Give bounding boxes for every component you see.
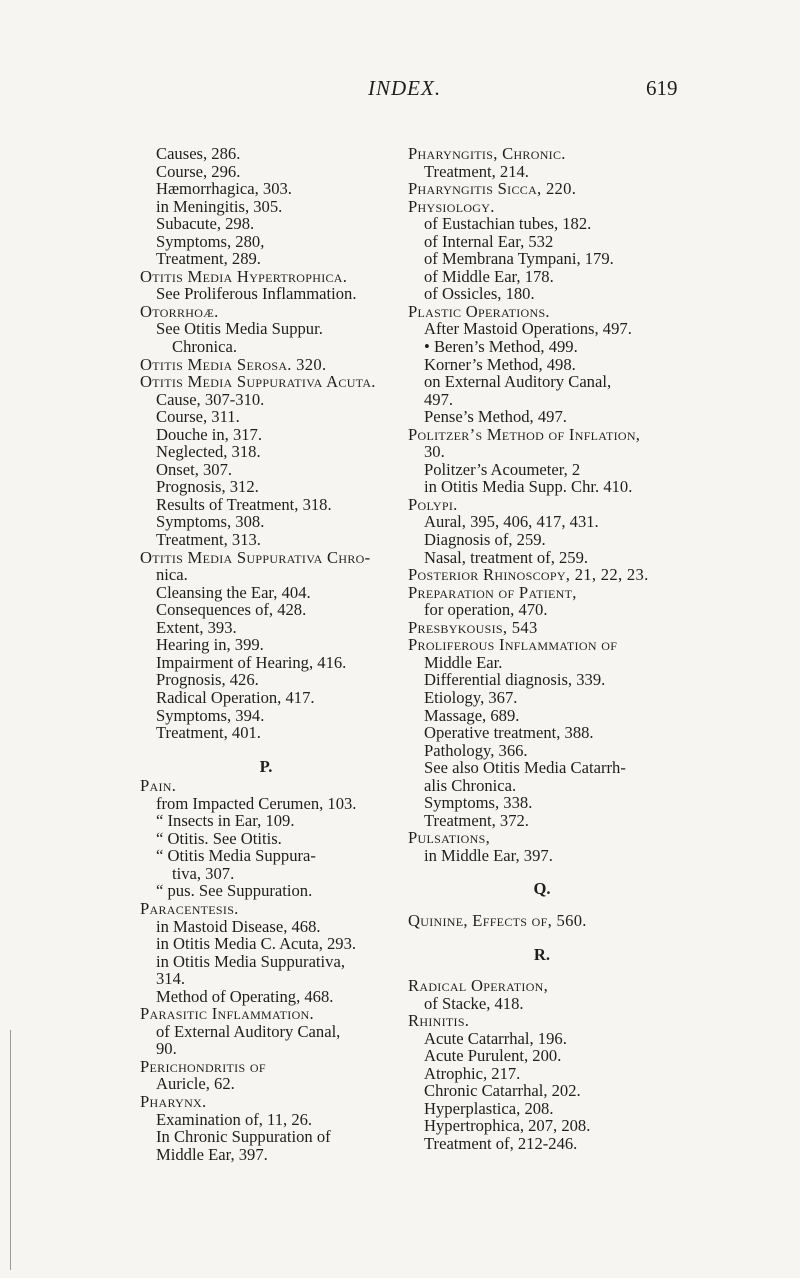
index-heading: Pharyngitis Sicca, 220.: [408, 179, 577, 199]
index-subentry: Diagnosis of, 259.: [424, 530, 546, 550]
index-heading: Physiology.: [408, 196, 495, 216]
index-subentry: In Chronic Suppuration of: [156, 1127, 331, 1147]
index-heading: Quinine, Effects of, 560.: [408, 910, 587, 930]
index-subentry: Hearing in, 399.: [156, 635, 264, 655]
index-subentry: Douche in, 317.: [156, 424, 262, 444]
index-heading: Proliferous Inflammation of: [408, 635, 618, 655]
index-subentry: Treatment, 289.: [156, 249, 261, 269]
index-subentry: Pathology, 366.: [424, 740, 528, 760]
index-subentry: Middle Ear, 397.: [156, 1144, 268, 1164]
index-subentry: Hyperplastica, 208.: [424, 1098, 554, 1118]
index-subentry: Acute Catarrhal, 196.: [424, 1028, 567, 1048]
index-subentry: Middle Ear.: [424, 652, 503, 672]
index-subentry: Prognosis, 426.: [156, 670, 259, 690]
index-heading: Pharyngitis, Chronic.: [408, 144, 566, 163]
index-subentry: of External Auditory Canal,: [156, 1021, 341, 1041]
index-subentry: Treatment of, 212-246.: [424, 1133, 578, 1153]
index-heading: Pulsations,: [408, 828, 491, 848]
index-subentry: in Otitis Media C. Acuta, 293.: [156, 934, 357, 954]
index-subentry: alis Chronica.: [424, 775, 517, 795]
index-subentry: Aural, 395, 406, 417, 431.: [424, 512, 599, 532]
index-continuation: Chronica.: [172, 337, 237, 357]
page-header: [0, 76, 800, 106]
index-subentry: Radical Operation, 417.: [156, 687, 315, 707]
index-subentry: See Proliferous Inflammation.: [156, 284, 357, 304]
index-subentry: Politzer’s Acoumeter, 2: [424, 459, 581, 479]
index-subentry: of Middle Ear, 178.: [424, 266, 554, 286]
section-letter: Q.: [533, 879, 551, 899]
index-subentry: “ Otitis. See Otitis.: [156, 828, 282, 848]
index-subentry: Treatment, 313.: [156, 530, 261, 550]
index-subentry: from Impacted Cerumen, 103.: [156, 793, 357, 813]
index-subentry: Chronic Catarrhal, 202.: [424, 1081, 581, 1101]
index-subentry: Course, 296.: [156, 161, 241, 181]
index-heading: Otitis Media Hypertrophica.: [140, 266, 348, 286]
index-heading: Plastic Operations.: [408, 301, 550, 321]
index-subentry: of Ossicles, 180.: [424, 284, 535, 304]
index-subentry: 30.: [424, 442, 445, 462]
index-subentry: See also Otitis Media Catarrh-: [424, 758, 626, 778]
index-subentry: nica.: [156, 565, 188, 585]
index-heading: Otitis Media Suppurativa Chro-: [140, 547, 371, 567]
index-heading: Pharynx.: [140, 1091, 207, 1111]
index-subentry: Neglected, 318.: [156, 442, 261, 462]
index-subentry: in Otitis Media Supp. Chr. 410.: [424, 477, 633, 497]
index-subentry: Cleansing the Ear, 404.: [156, 582, 311, 602]
index-subentry: Prognosis, 312.: [156, 477, 259, 497]
index-subentry: 497.: [424, 389, 454, 409]
margin-rule: [10, 1030, 11, 1270]
index-heading: Preparation of Patient,: [408, 582, 577, 602]
index-subentry: in Middle Ear, 397.: [424, 845, 553, 865]
index-heading: Rhinitis.: [408, 1011, 470, 1031]
index-subentry: “ Insects in Ear, 109.: [156, 811, 295, 831]
index-heading: Paracentesis.: [140, 898, 239, 918]
index-subentry: Korner’s Method, 498.: [424, 354, 576, 374]
index-subentry: Auricle, 62.: [156, 1074, 235, 1094]
section-letter: P.: [259, 756, 273, 776]
index-heading: Pain.: [140, 776, 177, 796]
index-subentry: Nasal, treatment of, 259.: [424, 547, 589, 567]
page-number: 619: [646, 76, 678, 100]
index-continuation: tiva, 307.: [172, 863, 235, 883]
index-subentry: Acute Purulent, 200.: [424, 1046, 562, 1066]
index-column-right: [408, 145, 676, 1153]
index-subentry: Differential diagnosis, 339.: [424, 670, 606, 690]
index-subentry: for operation, 470.: [424, 600, 548, 620]
index-subentry: Impairment of Hearing, 416.: [156, 652, 347, 672]
index-heading: Politzer’s Method of Inflation,: [408, 424, 641, 444]
page-title: INDEX.: [368, 76, 442, 100]
index-subentry: “ pus. See Suppuration.: [156, 881, 313, 901]
index-subentry: in Otitis Media Suppurativa,: [156, 951, 345, 971]
index-heading: Parasitic Inflammation.: [140, 1004, 314, 1024]
index-subentry: Massage, 689.: [424, 705, 520, 725]
index-subentry: See Otitis Media Suppur.: [156, 319, 323, 339]
section-letter: R.: [533, 944, 551, 964]
index-subentry: Symptoms, 308.: [156, 512, 265, 532]
index-subentry: Atrophic, 217.: [424, 1063, 521, 1083]
index-subentry: Examination of, 11, 26.: [156, 1109, 313, 1129]
index-subentry: Consequences of, 428.: [156, 600, 307, 620]
index-subentry: Treatment, 372.: [424, 810, 529, 830]
index-heading: Polypi.: [408, 494, 458, 514]
index-subentry: in Mastoid Disease, 468.: [156, 916, 321, 936]
index-subentry: Symptoms, 338.: [424, 793, 533, 813]
index-subentry: Symptoms, 394.: [156, 705, 265, 725]
index-subentry: Etiology, 367.: [424, 687, 518, 707]
index-subentry: Pense’s Method, 497.: [424, 407, 567, 427]
index-subentry: on External Auditory Canal,: [424, 372, 612, 392]
index-column-left: [140, 145, 392, 1163]
index-subentry: Onset, 307.: [156, 459, 233, 479]
index-heading: Presbykousis, 543: [408, 617, 538, 637]
index-subentry: Subacute, 298.: [156, 214, 255, 234]
index-heading: Perichondritis of: [140, 1056, 266, 1076]
index-subentry: Hypertrophica, 207, 208.: [424, 1116, 591, 1136]
index-subentry: Cause, 307-310.: [156, 389, 265, 409]
index-subentry: Operative treatment, 388.: [424, 723, 594, 743]
index-subentry: in Meningitis, 305.: [156, 196, 283, 216]
index-subentry: 314.: [156, 969, 186, 989]
index-heading: Otitis Media Suppurativa Acuta.: [140, 372, 376, 392]
index-subentry: Treatment, 401.: [156, 723, 261, 743]
index-subentry: of Internal Ear, 532: [424, 231, 554, 251]
index-subentry: After Mastoid Operations, 497.: [424, 319, 632, 339]
index-subentry: of Stacke, 418.: [424, 993, 524, 1013]
index-heading: Otitis Media Serosa. 320.: [140, 354, 327, 374]
index-subentry: 90.: [156, 1039, 177, 1059]
index-subentry: Treatment, 214.: [424, 161, 529, 181]
index-subentry: “ Otitis Media Suppura-: [156, 846, 316, 866]
index-subentry: Causes, 286.: [156, 144, 241, 163]
index-subentry: • Beren’s Method, 499.: [424, 337, 578, 357]
index-heading: Posterior Rhinoscopy, 21, 22, 23.: [408, 565, 649, 585]
index-subentry: of Membrana Tympani, 179.: [424, 249, 614, 269]
index-subentry: Hæmorrhagica, 303.: [156, 179, 292, 199]
index-subentry: Results of Treatment, 318.: [156, 494, 332, 514]
index-subentry: Symptoms, 280,: [156, 231, 265, 251]
index-subentry: of Eustachian tubes, 182.: [424, 214, 592, 234]
index-subentry: Method of Operating, 468.: [156, 986, 334, 1006]
index-heading: Radical Operation,: [408, 976, 549, 996]
index-heading: Otorrhoæ.: [140, 301, 219, 321]
index-subentry: Extent, 393.: [156, 617, 237, 637]
index-subentry: Course, 311.: [156, 407, 240, 427]
